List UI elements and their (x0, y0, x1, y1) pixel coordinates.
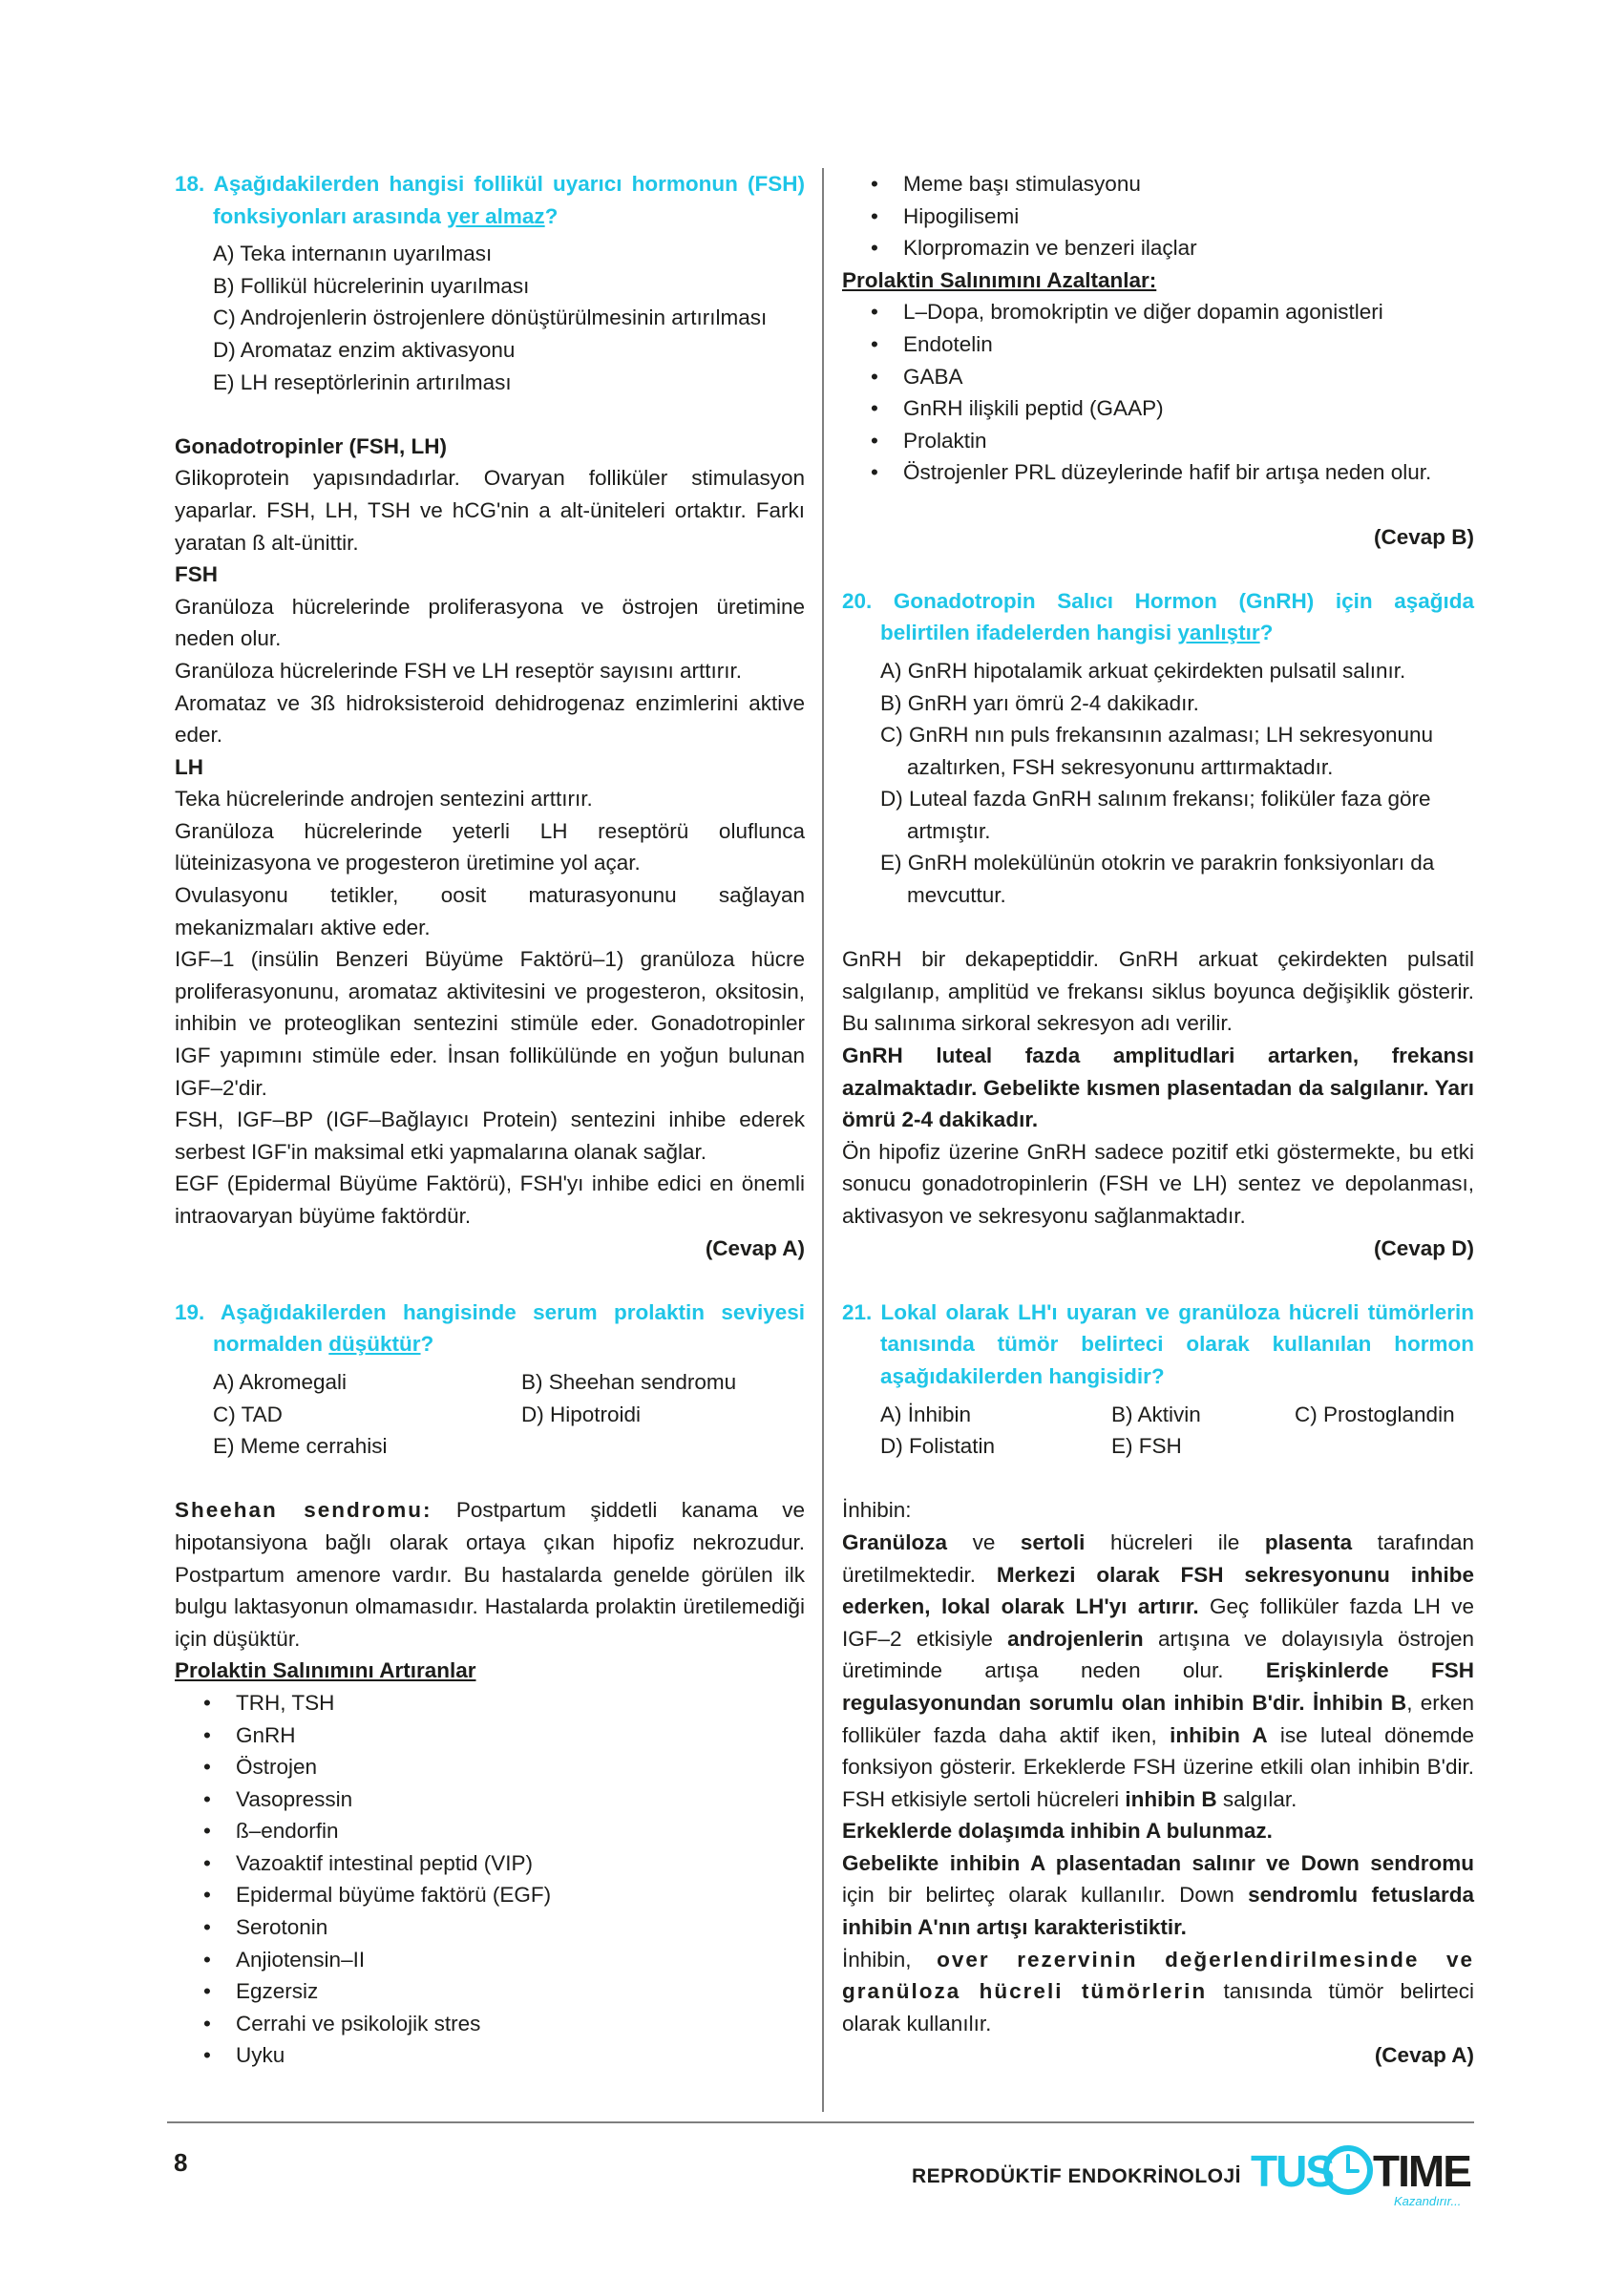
option: B) Sheehan sendromu (521, 1369, 737, 1394)
list-item: • Epidermal büyüme faktörü (EGF) (175, 1879, 805, 1911)
list-item: • Uyku (175, 2039, 805, 2072)
paragraph: Ovulasyonu tetikler, oosit maturasyonunu sağlayan mekanizmaları aktive eder. (175, 883, 805, 939)
option: B) Aktivin (1111, 1402, 1201, 1426)
text-run: artışına ve dolayısıyla östrojen üretiminde artışa neden olur. (842, 1626, 1474, 1683)
option: C) GnRH nın puls frekansının azalması; LH sekresyonunu azaltırken, FSH sekresyonunu arttırmaktadır. (880, 723, 1434, 779)
text-run: Gebelikte inhibin A plasentadan salınır ve Down sendromu (842, 1850, 1474, 1875)
answer-label: (Cevap A) (1374, 2043, 1474, 2068)
text-run: ise luteal dönemde fonksiyon gösterir. Erkeklerde FSH üzerine etkili olan inhibin B'dir. FSH etkisiyle sertoli hücreleri (842, 1722, 1474, 1811)
left-column (175, 168, 805, 2072)
option: A) İnhibin (880, 1402, 972, 1426)
option: D) Aromataz enzim aktivasyonu (213, 337, 516, 362)
text-run: sertoli (1020, 1529, 1086, 1554)
text-run: plasenta (1264, 1529, 1353, 1554)
question-21: 21. Lokal olarak LH'ı uyaran ve granüloza hücreli tümörlerin tanısında tümör belirteci olarak kullanılan hormon aşağıdakilerden hangisidir? (842, 1299, 1474, 1388)
option: C) TAD (213, 1402, 283, 1426)
paragraph: Ön hipofiz üzerine GnRH sadece pozitif etki göstermekte, bu etki sonucu gonadotropinlerin (FSH ve LH) sentez ve depolanması, aktivasyon ve sekresyonu sağlanmaktadır. (842, 1139, 1474, 1228)
list-item: • Endotelin (842, 328, 1474, 361)
paragraph: Erkeklerde dolaşımda inhibin A bulunmaz. (842, 1819, 1273, 1844)
option: B) GnRH yarı ömrü 2-4 dakikadır. (880, 690, 1199, 715)
paragraph: FSH, IGF–BP (IGF–Bağlayıcı Protein) sentezini inhibe ederek serbest IGF'in maksimal etki yapmalarına olanak sağlar. (175, 1107, 805, 1164)
text-run: İnhibin, (842, 1947, 938, 1972)
question-18-options (175, 238, 805, 398)
brand-logo (1251, 2137, 1476, 2213)
paragraph: Teka hücrelerinde androjen sentezini arttırır. (175, 787, 593, 812)
answer-label: (Cevap A) (705, 1235, 805, 1260)
list-heading: Prolaktin Salınımını Azaltanlar: (842, 267, 1157, 292)
list-item: • Hipogilisemi (842, 200, 1474, 233)
option: C) Prostoglandin (1295, 1402, 1455, 1426)
column-divider (822, 168, 824, 2112)
list-item: • Meme başı stimulasyonu (842, 168, 1474, 200)
paragraph: Granüloza hücrelerinde yeterli LH reseptörü oluflunca lüteinizasyona ve progesteron üretimine yol açar. (175, 818, 805, 875)
logo-text-right: TIME (1373, 2146, 1470, 2196)
paragraph: Glikoprotein yapısındadırlar. Ovaryan folliküler stimulasyon yaparlar. FSH, LH, TSH ve hCG'nin a alt-üniteleri ortaktır. Farkı yaratan ß alt-ünittir. (175, 466, 805, 555)
bullet-list (175, 1687, 805, 2072)
logo-text-left: TUS (1251, 2146, 1333, 2196)
paragraph: EGF (Epidermal Büyüme Faktörü), FSH'yı inhibe edici en önemli intraovaryan büyüme faktördür. (175, 1171, 805, 1228)
list-item: • Vazoaktif intestinal peptid (VIP) (175, 1847, 805, 1880)
section-heading: İnhibin: (842, 1498, 912, 1523)
paragraph: GnRH luteal fazda amplitudlari artarken, frekansı azalmaktadır. Gebelikte kısmen plasentadan da salgılanır. Yarı ömrü 2-4 dakikadır. (842, 1044, 1474, 1132)
text-run: tanısında tümör belirteci olarak kullanılır. (842, 1979, 1475, 2035)
option: C) Androjenlerin östrojenlere dönüştürülmesinin artırılması (213, 306, 768, 330)
list-item: • GnRH (175, 1719, 805, 1752)
option: E) Meme cerrahisi (213, 1434, 388, 1459)
paragraph (842, 1527, 1474, 1815)
text-run: Merkezi olarak FSH sekresyonunu inhibe ederken, lokal olarak LH'yı artırır. (842, 1562, 1474, 1619)
paragraph: IGF–1 (insülin Benzeri Büyüme Faktörü–1) granüloza hücre proliferasyonunu, aromataz aktivitesini ve progesteron, oksitosin, inhibin ve proteoglikan sentezini stimüle eder. Gonadotropinler IGF yapımını stimüle eder. İnsan follikülünde en yoğun bulunan IGF–2'dir. (175, 947, 805, 1100)
list-item: • Egzersiz (175, 1975, 805, 2008)
list-item: • ß–endorfin (175, 1815, 805, 1847)
question-18: 18. Aşağıdakilerden hangisi follikül uyarıcı hormonun (FSH) fonksiyonları arasında yer almaz? (175, 172, 805, 228)
list-item: • Serotonin (175, 1911, 805, 1944)
option: A) Akromegali (213, 1369, 348, 1394)
bullet-list (842, 168, 1474, 264)
paragraph (842, 1847, 1474, 1944)
list-heading: Prolaktin Salınımını Artıranlar (175, 1658, 476, 1683)
text-run: Erişkinlerde FSH regulasyonundan sorumlu olan inhibin B'dir. İnhibin B (842, 1658, 1474, 1715)
text-run: Geç folliküler fazda LH ve IGF–2 etkisiyle (842, 1594, 1474, 1651)
answer-label: (Cevap B) (1373, 524, 1474, 549)
footer-rule (167, 2121, 1474, 2123)
list-item: • Cerrahi ve psikolojik stres (175, 2008, 805, 2040)
list-item: • Östrojen (175, 1751, 805, 1783)
list-item: • Klorpromazin ve benzeri ilaçlar (842, 232, 1474, 264)
section-heading: LH (175, 754, 203, 779)
page-number: 8 (174, 2148, 188, 2177)
paragraph: Granüloza hücrelerinde FSH ve LH reseptör sayısını arttırır. (175, 658, 742, 683)
list-item: • GABA (842, 361, 1474, 393)
paragraph: GnRH bir dekapeptiddir. GnRH arkuat çekirdekten pulsatil salgılanıp, amplitüd ve frekansı siklus boyunca değişiklik gösterir. Bu salınıma sirkoral sekresyon adı verilir. (842, 947, 1474, 1036)
section-heading: FSH (175, 562, 218, 587)
paragraph: Aromataz ve 3ß hidroksisteroid dehidrogenaz enzimlerini aktive eder. (175, 690, 805, 748)
text-run: over rezervinin değerlendirilmesinde ve granüloza hücreli tümörlerin (842, 1947, 1474, 2004)
option: E) GnRH molekülünün otokrin ve parakrin fonksiyonları da mevcuttur. (880, 851, 1435, 908)
text-run: sendromlu fetuslarda inhibin A'nın artışı karakteristiktir. (842, 1883, 1474, 1940)
list-item: • Vasopressin (175, 1783, 805, 1816)
paragraph (842, 1944, 1474, 2040)
right-column (842, 168, 1474, 2072)
text-run: inhibin A (1170, 1722, 1268, 1747)
list-item: • TRH, TSH (175, 1687, 805, 1719)
option: D) Luteal fazda GnRH salınım frekansı; foliküler faza göre artmıştır. (880, 787, 1431, 843)
text-run: androjenlerin (1007, 1626, 1144, 1651)
option: D) Folistatin (880, 1434, 996, 1459)
text-run: inhibin B (1125, 1786, 1217, 1811)
paragraph: Granüloza hücrelerinde proliferasyona ve östrojen üretimine neden olur. (175, 594, 805, 651)
text-run: Granüloza (842, 1529, 948, 1554)
text-run: ve (947, 1529, 1021, 1554)
option: A) GnRH hipotalamik arkuat çekirdekten pulsatil salınır. (880, 658, 1406, 683)
list-item: • GnRH ilişkili peptid (GAAP) (842, 392, 1474, 425)
text-run: için bir belirteç olarak kullanılır. Down (842, 1883, 1249, 1908)
list-item: • Prolaktin (842, 425, 1474, 457)
text-run: hücreleri ile (1085, 1529, 1265, 1554)
question-19-options (175, 1366, 805, 1463)
question-21-options (842, 1399, 1474, 1463)
option: B) Follikül hücrelerinin uyarılması (213, 273, 530, 298)
list-item: • Östrojenler PRL düzeylerinde hafif bir artışa neden olur. (842, 456, 1474, 489)
text-run: salgılar. (1216, 1786, 1297, 1811)
text-run: tarafından üretilmektedir. (842, 1529, 1474, 1587)
question-20-options (842, 655, 1474, 912)
text-run: , erken folliküler fazda daha aktif iken, (842, 1690, 1474, 1747)
option: A) Teka internanın uyarılması (213, 242, 493, 266)
question-20: 20. Gonadotropin Salıcı Hormon (GnRH) için aşağıda belirtilen ifadelerden hangisi yanlıştır? (842, 588, 1474, 645)
option: D) Hipotroidi (521, 1402, 642, 1426)
answer-label: (Cevap D) (1373, 1235, 1474, 1260)
bullet-list (842, 296, 1474, 489)
logo-tagline: Kazandırır... (1394, 2194, 1462, 2208)
paragraph: Sheehan sendromu: Postpartum şiddetli kanama ve hipotansiyona bağlı olarak ortaya çıkan hipofiz nekrozudur. Postpartum amenore vardır. Bu hastalarda genelde görülen ilk bulgu laktasyonun olmamasıdır. Hastalarda prolaktin üretilemediği için düşüktür. (175, 1498, 805, 1651)
option: E) LH reseptörlerinin artırılması (213, 369, 512, 394)
section-heading: Gonadotropinler (FSH, LH) (175, 433, 447, 458)
footer-section-title: REPRODÜKTİF ENDOKRİNOLOJİ (912, 2165, 1242, 2187)
question-19: 19. Aşağıdakilerden hangisinde serum prolaktin seviyesi normalden düşüktür? (175, 1299, 805, 1357)
list-item: • Anjiotensin–II (175, 1944, 805, 1976)
list-item: • L–Dopa, bromokriptin ve diğer dopamin agonistleri (842, 296, 1474, 328)
option: E) FSH (1111, 1434, 1182, 1459)
